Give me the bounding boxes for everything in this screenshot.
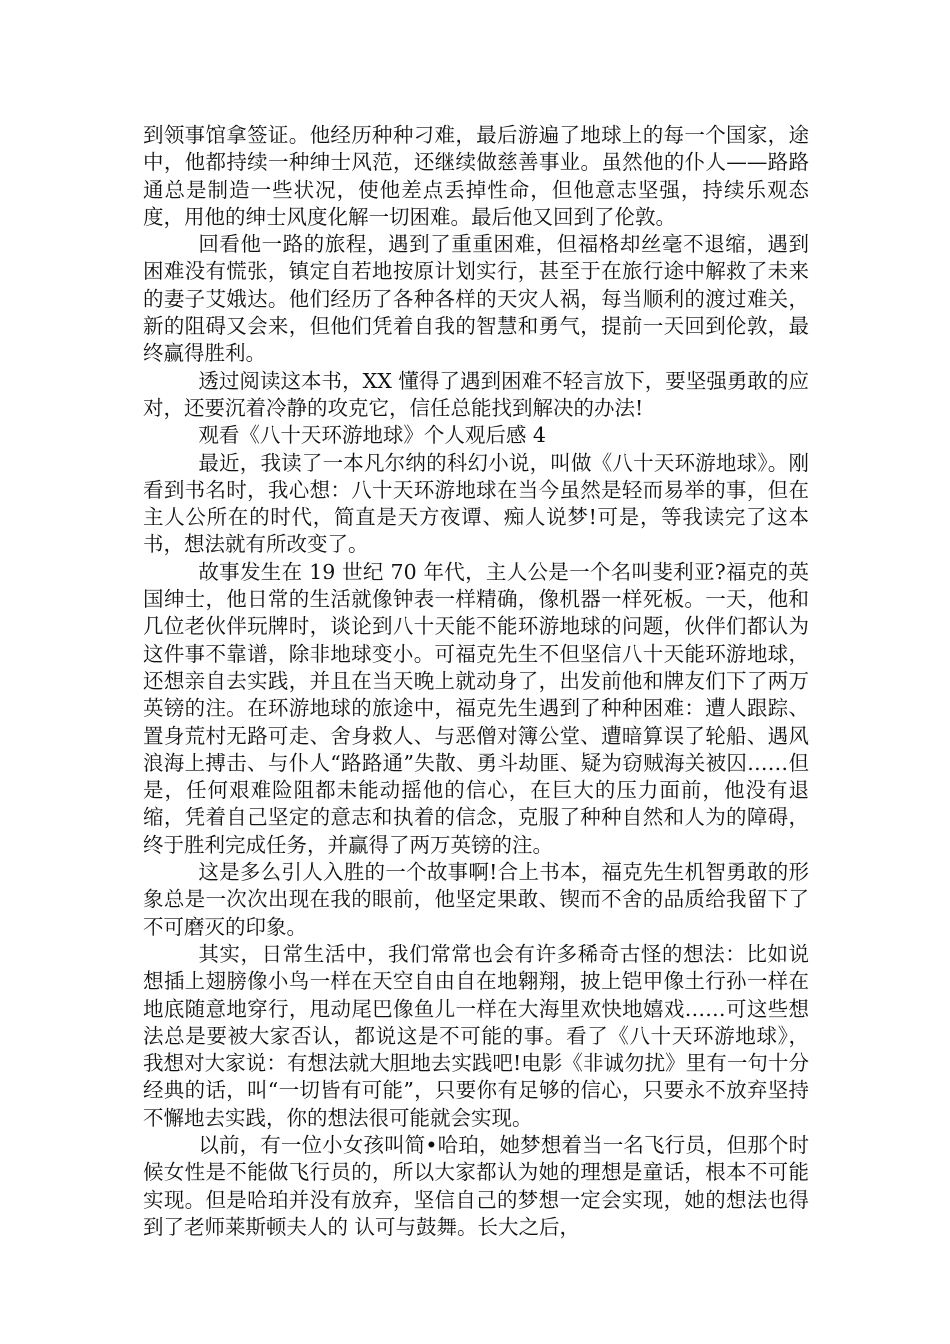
document-page xyxy=(143,122,809,1241)
paragraph-7: 其实，日常生活中，我们常常也会有许多稀奇古怪的想法：比如说想插上翅膀像小鸟一样在天空自由自在地翱翔，披上铠甲像土行孙一样在地底随意地穿行，甩动尾巴像鱼儿一样在大海里欢快地嬉戏……可这些想法总是要被大家否认，都说这是不可能的事。看了《八十天环游地球》，我想对大家说：有想法就大胆地去实践吧!电影《非诚勿扰》里有一句十分经典的话，叫“一切皆有可能”，只要你有足够的信心，只要永不放弃坚持不懈地去实践，你的想法很可能就会实现。 xyxy=(143,941,809,1130)
paragraph-6: 这是多么引人入胜的一个故事啊!合上书本，福克先生机智勇敢的形象总是一次次出现在我的眼前，他坚定果敢、锲而不舍的品质给我留下了不可磨灭的印象。 xyxy=(143,860,809,939)
paragraph-1: 到领事馆拿签证。他经历种种刁难，最后游遍了地球上的每一个国家，途中，他都持续一种绅士风范，还继续做慈善事业。虽然他的仆人——路路通总是制造一些状况，使他差点丢掉性命，但他意志坚强，持续乐观态度，用他的绅士风度化解一切困难。最后他又回到了伦敦。 xyxy=(143,123,809,229)
paragraph-4: 最近，我读了一本凡尔纳的科幻小说，叫做《八十天环游地球》。刚看到书名时，我心想：八十天环游地球在当今虽然是轻而易举的事，但在主人公所在的时代，简直是天方夜谭、痴人说梦!可是，等我读完了这本书，想法就有所改变了。 xyxy=(143,450,809,557)
paragraph-5: 故事发生在 19 世纪 70 年代，主人公是一个名叫斐利亚?福克的英国绅士，他日常的生活就像钟表一样精确，像机器一样死板。一天，他和几位老伙伴玩牌时，谈论到八十天能不能环游地球的问题，伙伴们都认为这件事不靠谱，除非地球变小。可福克先生不但坚信八十天能环游地球，还想亲自去实践，并且在当天晚上就动身了，出发前他和牌友们下了两万英镑的注。在环游地球的旅途中，福克先生遇到了种种困难：遭人跟踪、置身荒村无路可走、舍身救人、与恶僧对簿公堂、遭暗算误了轮船、遇风浪海上搏击、与仆人“路路通”失散、勇斗劫匪、疑为窃贼海关被囚……但是，任何艰难险阻都未能动摇他的信心，在巨大的压力面前，他没有退缩，凭着自己坚定的意志和执着的信念，克服了种种自然和人为的障碍，终于胜利完成任务，并赢得了两万英镑的注。 xyxy=(143,559,809,857)
paragraph-2: 回看他一路的旅程，遇到了重重困难，但福格却丝毫不退缩，遇到困难没有慌张，镇定自若地按原计划实行，甚至于在旅行途中解救了未来的妻子艾娥达。他们经历了各种各样的天灾人祸，每当顺利的渡过难关，新的阻碍又会来，但他们凭着自我的智慧和勇气，提前一天回到伦敦，最终赢得胜利。 xyxy=(143,232,809,366)
paragraph-3: 透过阅读这本书，XX 懂得了遇到困难不轻言放下，要坚强勇敢的应对，还要沉着冷静的攻克它，信任总能找到解决的办法! xyxy=(143,368,809,420)
paragraph-8: 以前，有一位小女孩叫简•哈珀，她梦想着当一名飞行员，但那个时候女性是不能做飞行员的，所以大家都认为她的理想是童话，根本不可能实现。但是哈珀并没有放弃，坚信自己的梦想一定会实现，她的想法也得到了老师莱斯顿夫人的 认可与鼓舞。长大之后， xyxy=(143,1132,809,1239)
section-heading: 观看《八十天环游地球》个人观后感 4 xyxy=(198,423,546,448)
